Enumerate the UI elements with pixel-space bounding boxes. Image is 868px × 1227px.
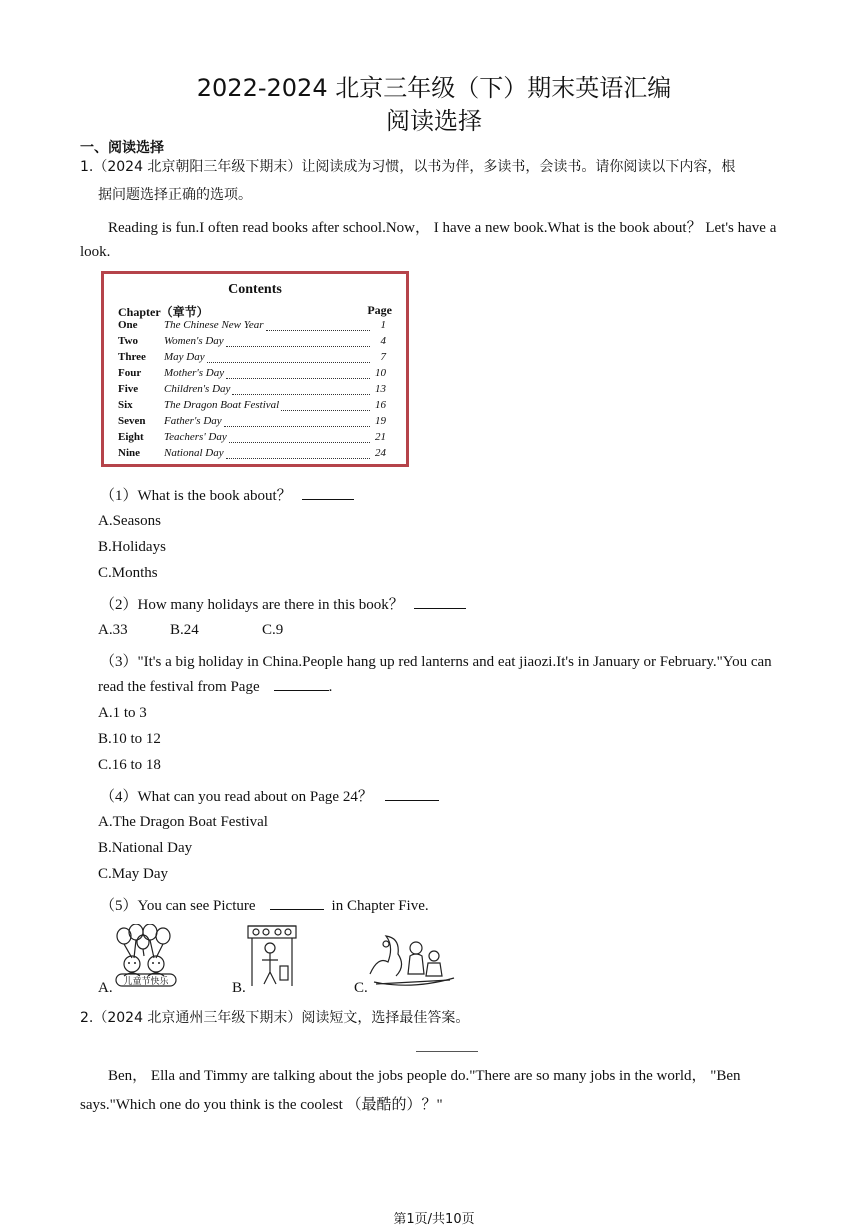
page-number: 第1页/共10页: [393, 1212, 475, 1227]
children-day-picture-caption: 儿童节快乐: [123, 977, 169, 987]
contents-row-chapter: Two: [118, 335, 138, 347]
contents-row-chapter: Three: [118, 351, 146, 363]
contents-row-title: The Dragon Boat Festival: [164, 399, 280, 411]
dragon-boat-picture: [244, 922, 300, 990]
q1-sub5-option-a[interactable]: A.: [98, 980, 113, 996]
contents-row-page: 21: [375, 431, 386, 443]
document-subtitle: 阅读选择: [386, 107, 482, 135]
contents-row-chapter: Eight: [118, 431, 144, 443]
q1-sub3-option-b[interactable]: B.10 to 12: [98, 731, 161, 747]
contents-row-page: 13: [375, 383, 386, 395]
contents-row-page: 19: [375, 415, 386, 427]
contents-row-leader: [266, 330, 370, 331]
contents-row-page: 4: [380, 335, 386, 347]
contents-row-title: Teachers' Day: [164, 431, 227, 443]
contents-row-title: National Day: [164, 447, 224, 459]
contents-row-title: Father's Day: [164, 415, 222, 427]
document-title: 2022-2024 北京三年级（下）期末英语汇编: [196, 74, 672, 102]
q1-sub3-question-line1: （3）"It's a big holiday in China.People hang up red lanterns and eat jiaozi.It's in January or February."You can: [100, 654, 772, 670]
contents-row-leader: [226, 346, 370, 347]
q2-passage-line2: says."Which one do you think is the coolest （最酷的）？": [80, 1097, 443, 1113]
contents-row-page: 10: [375, 367, 386, 379]
section-heading: 一、阅读选择: [80, 140, 164, 156]
q1-passage-line2: look.: [80, 244, 111, 260]
q1-sub4-question: （4）What can you read about on Page 24？: [100, 785, 439, 806]
q1-sub3-option-a[interactable]: A.1 to 3: [98, 705, 147, 721]
q1-passage-line1: Reading is fun.I often read books after school.Now， I have a new book.What is the book about？ Let's have a: [108, 220, 777, 236]
contents-row: [118, 383, 386, 399]
q1-sub2-option-c[interactable]: C.9: [262, 622, 284, 638]
contents-row-leader: [224, 426, 370, 427]
contents-table: [101, 271, 409, 467]
contents-row-title: Mother's Day: [164, 367, 225, 379]
q1-sub2-option-a[interactable]: A.33: [98, 622, 128, 638]
q2-intro: 2.（2024 北京通州三年级下期末）阅读短文，选择最佳答案。: [80, 1010, 470, 1026]
contents-row-chapter: Nine: [118, 447, 140, 459]
contents-row-leader: [229, 442, 370, 443]
contents-row-title: The Chinese New Year: [164, 319, 264, 331]
q1-sub1-question: （1）What is the book about？: [100, 484, 354, 505]
children-day-picture: [110, 924, 182, 988]
q1-sub2-option-b[interactable]: B.24: [170, 622, 199, 638]
contents-page-header: Page: [367, 303, 392, 317]
contents-row-leader: [232, 394, 370, 395]
q1-intro-line1: 1.（2024 北京朝阳三年级下期末）让阅读成为习惯，以书为伴，多读书，会读书。请你阅读以下内容，根: [80, 159, 736, 175]
contents-row-leader: [226, 378, 370, 379]
q1-sub4-option-b[interactable]: B.National Day: [98, 840, 193, 856]
q1-sub3-question-line2: read the festival from Page .: [98, 679, 333, 695]
contents-row-chapter: Four: [118, 367, 142, 379]
contents-row-page: 1: [380, 319, 386, 331]
contents-row: [118, 415, 386, 431]
contents-row-chapter: One: [118, 319, 138, 331]
contents-row-chapter: Seven: [118, 415, 146, 427]
contents-row: [118, 447, 386, 463]
contents-row-leader: [281, 410, 370, 411]
divider: [416, 1051, 478, 1052]
contents-row: [118, 351, 386, 367]
contents-row-chapter: Five: [118, 383, 139, 395]
contents-row-page: 7: [380, 351, 386, 363]
q1-sub1-option-a[interactable]: A.Seasons: [98, 513, 161, 529]
contents-row-page: 24: [375, 447, 386, 459]
q1-sub3-option-c[interactable]: C.16 to 18: [98, 757, 161, 773]
q1-sub4-option-a[interactable]: A.The Dragon Boat Festival: [98, 814, 268, 830]
contents-row: [118, 367, 386, 383]
q1-sub5-option-c[interactable]: C.: [354, 980, 368, 996]
q1-sub4-option-c[interactable]: C.May Day: [98, 866, 168, 882]
contents-row-title: Women's Day: [164, 335, 224, 347]
contents-row-leader: [207, 362, 370, 363]
contents-title: Contents: [228, 282, 282, 297]
contents-row: [118, 335, 386, 351]
contents-row: [118, 319, 386, 335]
contents-row-leader: [226, 458, 370, 459]
q1-intro-line2: 据问题选择正确的选项。: [98, 187, 252, 203]
q2-passage-line1: Ben， Ella and Timmy are talking about the jobs people do."There are so many jobs in the world， "Ben: [108, 1068, 741, 1084]
q1-sub5-option-b[interactable]: B.: [232, 980, 246, 996]
contents-row-title: May Day: [164, 351, 205, 363]
contents-row-chapter: Six: [118, 399, 133, 411]
q1-sub1-option-c[interactable]: C.Months: [98, 565, 158, 581]
contents-row-page: 16: [375, 399, 386, 411]
contents-row: [118, 431, 386, 447]
contents-row-title: Children's Day: [164, 383, 231, 395]
contents-chapter-header: Chapter（章节）: [118, 305, 209, 319]
q1-sub2-question: （2）How many holidays are there in this book？: [100, 593, 466, 614]
contents-row: [118, 399, 386, 415]
mothers-day-picture: [366, 926, 460, 990]
q1-sub1-option-b[interactable]: B.Holidays: [98, 539, 166, 555]
q1-sub5-question: （5）You can see Picture in Chapter Five.: [100, 898, 429, 914]
